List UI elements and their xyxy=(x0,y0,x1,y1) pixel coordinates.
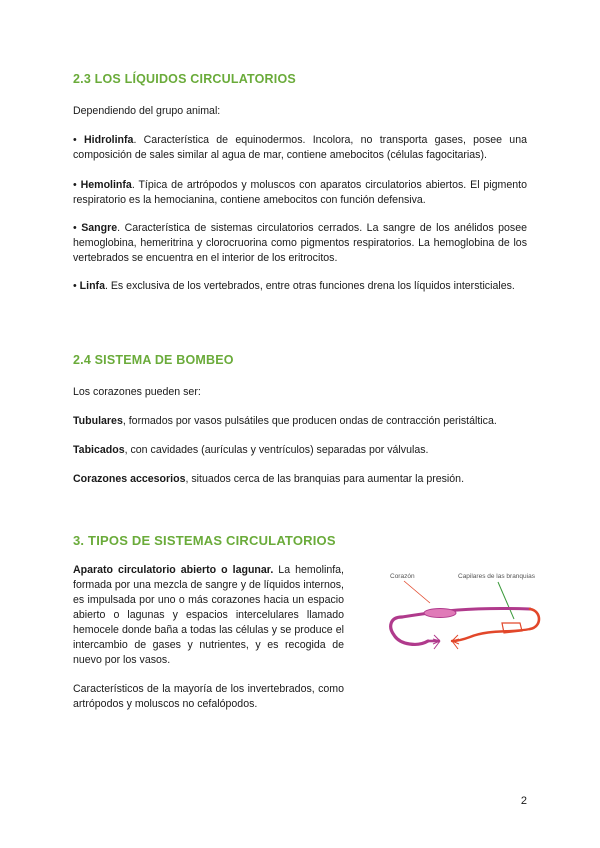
term: Hidrolinfa xyxy=(84,134,134,146)
heart-pointer-line xyxy=(404,581,430,603)
term: Aparato circulatorio abierto o lagunar. xyxy=(73,564,274,576)
heart-type-tabicados: Tabicados, con cavidades (aurículas y ventrículos) separadas por válvulas. xyxy=(73,444,429,456)
section-heading-tipos: 3. TIPOS DE SISTEMAS CIRCULATORIOS xyxy=(73,533,336,548)
section-intro: Los corazones pueden ser: xyxy=(73,386,201,398)
capillary-pointer-line xyxy=(498,582,514,619)
open-circulatory-diagram xyxy=(370,565,560,670)
label-heart: Corazón xyxy=(390,573,415,580)
section-heading-liquidos: 2.3 LOS LÍQUIDOS CIRCULATORIOS xyxy=(73,72,296,86)
list-item-hemolinfa: • Hemolinfa. Típica de artrópodos y moluscos con aparatos circulatorios abiertos. El pigmento respiratorio es la hemocianina, contiene amebocitos con función defensiva. xyxy=(73,179,528,206)
term: Hemolinfa xyxy=(80,179,132,191)
label-gill-capillaries: Capilares de las branquias xyxy=(458,573,535,580)
term: Tubulares xyxy=(73,415,123,427)
heart-type-accesorios: Corazones accesorios, situados cerca de las branquias para aumentar la presión. xyxy=(73,473,465,485)
term: Tabicados xyxy=(73,444,125,456)
list-item-linfa: • Linfa. Es exclusiva de los vertebrados, entre otras funciones drena los líquidos intersticiales. xyxy=(73,280,515,292)
term: Corazones accesorios xyxy=(73,473,186,485)
heart-type-tubulares: Tubulares, formados por vasos pulsátiles que producen ondas de contracción peristáltica. xyxy=(73,415,497,427)
lacuna-fan-right xyxy=(452,635,459,649)
gill-vessel-curve xyxy=(530,609,539,629)
term: Sangre xyxy=(81,222,118,234)
ventral-return-vessel xyxy=(452,629,530,641)
section-heading-bombeo: 2.4 SISTEMA DE BOMBEO xyxy=(73,353,234,367)
page-number: 2 xyxy=(520,795,527,807)
heart xyxy=(424,609,456,618)
list-item-hidrolinfa: • Hidrolinfa. Característica de equinodermos. Incolora, no transporta gases, posee una composición de sales similar al agua de mar, contiene amebocitos (células fagocitarias). xyxy=(73,134,527,161)
list-item-sangre: • Sangre. Característica de sistemas circulatorios cerrados. La sangre de los anélidos posee hemoglobina, hemeritrina y clorocruorina como pigmentos respiratorios. La hemoglobina de los vertebrados se encuentra en el interior de los eritrocitos. xyxy=(73,222,527,264)
vessel-loop-left xyxy=(391,617,428,644)
open-system-paragraph: Aparato circulatorio abierto o lagunar. La hemolinfa, formada por una mezcla de sangre y de líquidos internos, es impulsada por uno o más corazones hacia un espacio abierto o lagunas y espacios intercelulares llamado hemocele donde baña a todas las células y se produce el intercambio de gases y nutrientes, y es recogida de nuevo por los vasos. xyxy=(73,564,344,666)
section-intro: Dependiendo del grupo animal: xyxy=(73,105,221,117)
open-system-note: Característicos de la mayoría de los invertebrados, como artrópodos y moluscos no cefalópodos. xyxy=(73,683,344,710)
term: Linfa xyxy=(79,280,105,292)
